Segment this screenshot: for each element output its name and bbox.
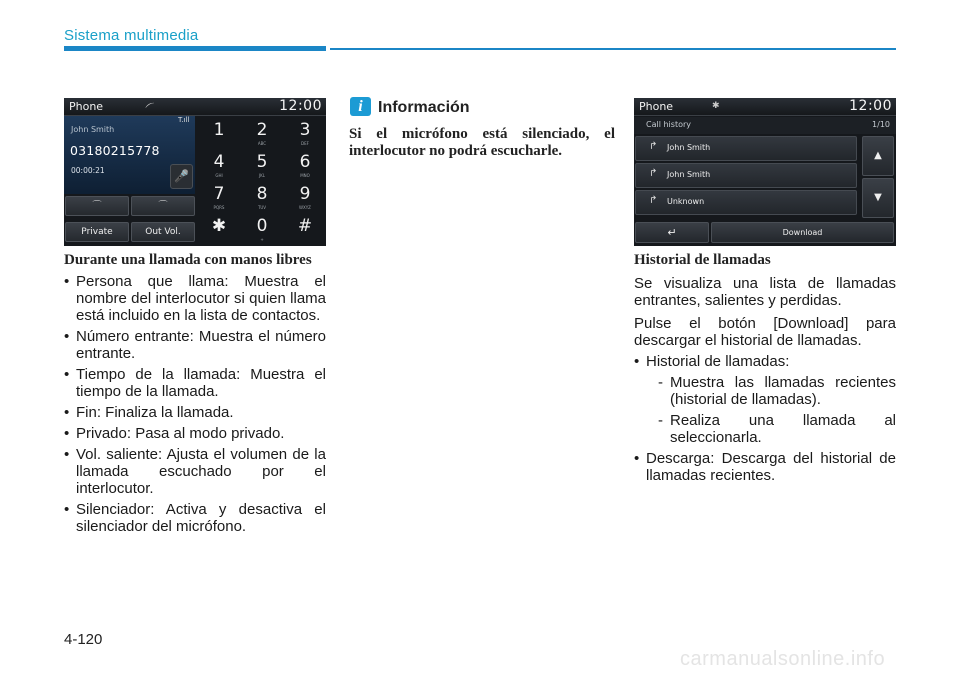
list-item-text: Historial de llamadas:	[646, 353, 790, 370]
out-vol-button[interactable]: Out Vol.	[131, 222, 195, 242]
contact-name: Unknown	[667, 197, 705, 206]
list-item: • Número entrante: Muestra el número entrante.	[64, 328, 326, 362]
clock: 12:00	[849, 98, 892, 114]
list-item: • Privado: Pasa al modo privado.	[64, 425, 326, 442]
call-history-row[interactable]	[635, 190, 857, 215]
paragraph: Se visualiza una lista de llamadas entrantes, salientes y perdidas.	[634, 275, 896, 309]
paragraph: Pulse el botón [Download] para descargar el historial de llamadas.	[634, 315, 896, 349]
end-call-button[interactable]: ⌒	[65, 196, 129, 216]
missed-call-icon: ↱	[649, 195, 658, 206]
page-indicator: 1/10	[872, 120, 890, 129]
call-history-bullet-list	[634, 353, 896, 484]
info-icon: i	[350, 97, 371, 116]
phone-call-screen	[64, 98, 326, 246]
key-3[interactable]: 3 DEF	[299, 120, 311, 146]
sub-list-item: - Realiza una llamada al seleccionarla.	[646, 412, 896, 446]
screen-title: Phone	[69, 100, 104, 113]
key-0[interactable]: 0 +	[256, 216, 268, 242]
key-5[interactable]: 5 JKL	[256, 152, 268, 178]
dial-keypad	[198, 117, 326, 246]
caller-info-panel	[64, 116, 195, 194]
list-item	[634, 353, 896, 446]
call-history-subheader	[634, 117, 896, 134]
bluetooth-icon: ✱	[712, 101, 720, 111]
key-8[interactable]: 8 TUV	[256, 184, 268, 210]
key-1[interactable]: 1	[213, 120, 225, 140]
header-rule-thin	[330, 48, 896, 50]
status-bar	[634, 98, 896, 116]
clock: 12:00	[279, 98, 322, 114]
contact-name: John Smith	[667, 143, 711, 152]
scroll-up-button[interactable]: ▲	[862, 136, 894, 176]
list-item: • Silenciador: Activa y desactiva el silenciador del micrófono.	[64, 501, 326, 535]
key-star[interactable]: ✱	[211, 216, 227, 236]
caller-name: John Smith	[71, 125, 115, 134]
sub-list-item: - Muestra las llamadas recientes (historial de llamadas).	[646, 374, 896, 408]
key-9[interactable]: 9 WXYZ	[299, 184, 311, 210]
contact-name: John Smith	[667, 170, 711, 179]
list-item: • Descarga: Descarga del historial de llamadas recientes.	[634, 450, 896, 484]
call-history-screen	[634, 98, 896, 246]
key-hash[interactable]: #	[297, 216, 313, 236]
left-column	[64, 252, 326, 535]
incoming-call-icon: ↱	[649, 168, 658, 179]
handsfree-heading: Durante una llamada con manos libres	[64, 252, 312, 268]
call-history-title: Call history	[646, 120, 691, 129]
info-body: Si el micrófono está silenciado, el interlocutor no podrá escucharle.	[349, 126, 615, 159]
sub-list	[646, 374, 896, 446]
list-item: • Vol. saliente: Ajusta el volumen de la llamada escuchado por el interlocutor.	[64, 446, 326, 497]
private-button[interactable]: Private	[65, 222, 129, 242]
hold-call-button[interactable]: ⌒	[131, 196, 195, 216]
call-history-heading: Historial de llamadas	[634, 252, 771, 268]
right-column	[634, 252, 896, 484]
key-7[interactable]: 7 PQRS	[213, 184, 225, 210]
key-6[interactable]: 6 MNO	[299, 152, 311, 178]
info-title: Información	[378, 99, 470, 116]
caller-number: 03180215778	[70, 143, 160, 158]
screen-title: Phone	[639, 100, 674, 113]
key-2[interactable]: 2 ABC	[256, 120, 268, 146]
outgoing-call-icon: ↱	[649, 141, 658, 152]
page-number: 4-120	[64, 631, 103, 648]
section-title: Sistema multimedia	[64, 27, 199, 44]
handsfree-bullet-list	[64, 273, 326, 535]
download-button[interactable]: Download	[711, 222, 894, 243]
watermark: carmanualsonline.info	[680, 648, 886, 670]
scroll-down-button[interactable]: ▼	[862, 178, 894, 218]
status-bar	[64, 98, 326, 116]
handset-icon: ⌒	[144, 101, 160, 117]
call-duration: 00:00:21	[71, 166, 105, 175]
key-4[interactable]: 4 GHI	[213, 152, 225, 178]
call-history-row[interactable]	[635, 136, 857, 161]
call-history-row[interactable]	[635, 163, 857, 188]
header-rule-thick	[64, 46, 326, 51]
mute-microphone-icon[interactable]: 🎤	[170, 164, 193, 189]
list-item: • Fin: Finaliza la llamada.	[64, 404, 326, 421]
list-item: • Tiempo de la llamada: Muestra el tiempo de la llamada.	[64, 366, 326, 400]
back-button[interactable]: ↵	[635, 222, 709, 243]
signal-strength-icon: T.ıll	[178, 116, 190, 124]
list-item: • Persona que llama: Muestra el nombre del interlocutor si quien llama está incluido en la lista de contactos.	[64, 273, 326, 324]
